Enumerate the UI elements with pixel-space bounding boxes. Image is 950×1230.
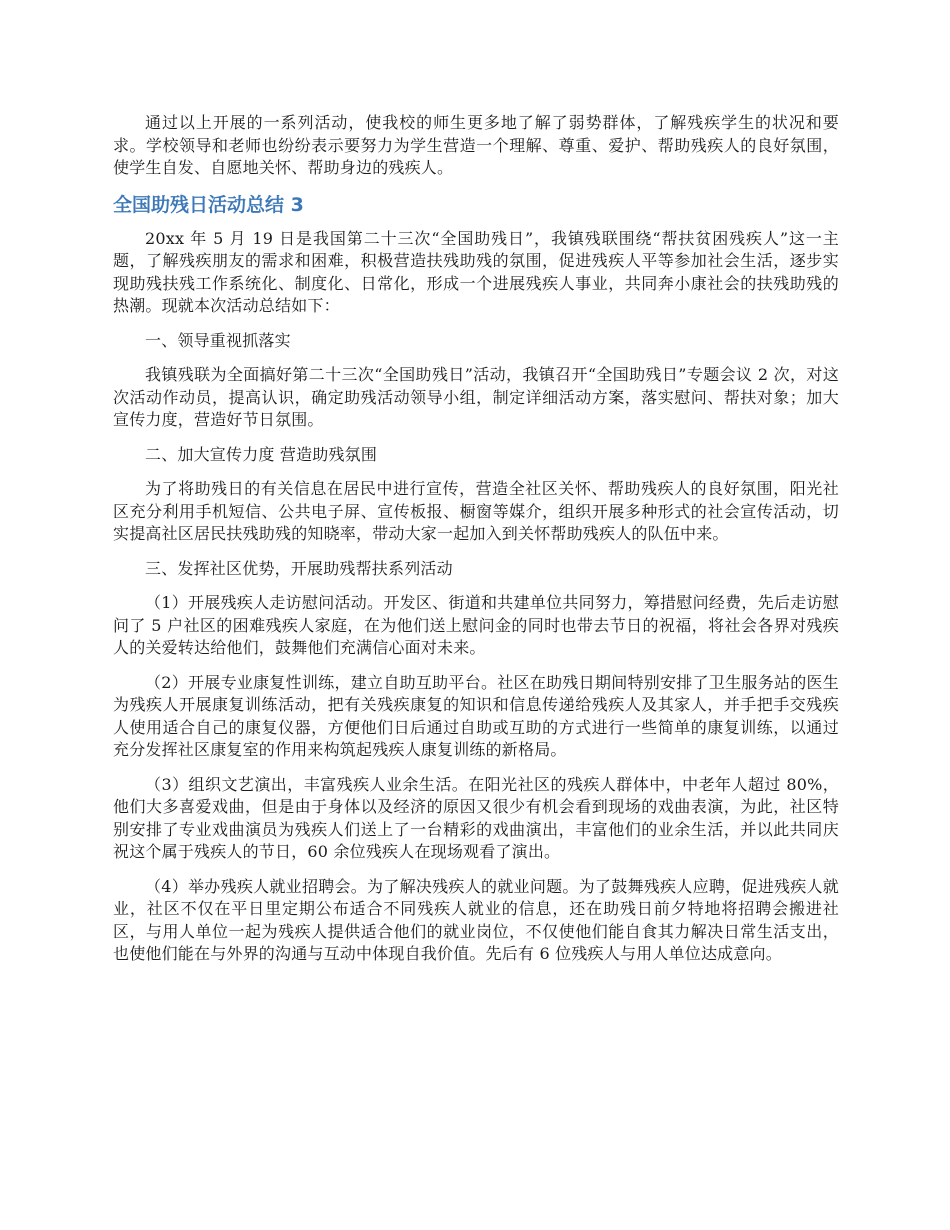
subheading-publicity: 二、加大宣传力度 营造助残氛围: [145, 444, 378, 464]
paragraph-item-4: （4）举办残疾人就业招聘会。为了解决残疾人的就业问题。为了鼓舞残疾人应聘，促进残疾人就业，社区不仅在平日里定期公布适合不同残疾人就业的信息，还在助残日前夕特地将招聘会搬进社区，与用人单位一起为残疾人提供适合他们的就业岗位，不仅使他们能自食其力解决日常生活支出，也使他们能在与外界的沟通与互动中体现自我价值。先后有 6 位残疾人与用人单位达成意向。: [113, 876, 839, 963]
subheading-community: 三、发挥社区优势，开展助残帮扶系列活动: [145, 558, 453, 578]
document-page: [113, 112, 839, 978]
subheading-leadership: 一、领导重视抓落实: [145, 330, 291, 350]
paragraph-item-3: （3）组织文艺演出，丰富残疾人业余生活。在阳光社区的残疾人群体中，中老年人超过 80%，他们大多喜爱戏曲，但是由于身体以及经济的原因又很少有机会看到现场的戏曲表演，为此，社区特别安排了专业戏曲演员为残疾人们送上了一台精彩的戏曲演出，丰富他们的业余生活，并以此共同庆祝这个属于残疾人的节日，60 余位残疾人在现场观看了演出。: [113, 774, 839, 861]
section-heading: 全国助残日活动总结 3: [113, 193, 304, 216]
paragraph-date-intro: 20xx 年 5 月 19 日是我国第二十三次“全国助残日”，我镇残联围绕“帮扶贫困残疾人”这一主题，了解残疾朋友的需求和困难，积极营造扶残助残的氛围，促进残疾人平等参加社会生活，逐步实现助残扶残工作系统化、制度化、日常化，形成一个进展残疾人事业，共同奔小康社会的扶残助残的热潮。现就本次活动总结如下：: [113, 228, 839, 315]
paragraph-leadership: 我镇残联为全面搞好第二十三次“全国助残日”活动，我镇召开“全国助残日”专题会议 2 次，对这次活动作动员，提高认识，确定助残活动领导小组，制定详细活动方案，落实慰问、帮扶对象；加大宣传力度，营造好节日氛围。: [113, 365, 839, 429]
paragraph-item-1: （1）开展残疾人走访慰问活动。开发区、街道和共建单位共同努力，筹措慰问经费，先后走访慰问了 5 户社区的困难残疾人家庭，在为他们送上慰问金的同时也带去节日的祝福，将社会各界对残疾人的关爱转达给他们，鼓舞他们充满信心面对未来。: [113, 593, 839, 657]
paragraph-publicity: 为了将助残日的有关信息在居民中进行宣传，营造全社区关怀、帮助残疾人的良好氛围，阳光社区充分利用手机短信、公共电子屏、宣传板报、橱窗等媒介，组织开展多种形式的社会宣传活动，切实提高社区居民扶残助残的知晓率，带动大家一起加入到关怀帮助残疾人的队伍中来。: [113, 479, 839, 543]
intro-paragraph: 通过以上开展的一系列活动，使我校的师生更多地了解了弱势群体，了解残疾学生的状况和要求。学校领导和老师也纷纷表示要努力为学生营造一个理解、尊重、爱护、帮助残疾人的良好氛围，使学生自发、自愿地关怀、帮助身边的残疾人。: [113, 113, 839, 177]
paragraph-item-2: （2）开展专业康复性训练，建立自助互助平台。社区在助残日期间特别安排了卫生服务站的医生为残疾人开展康复训练活动，把有关残疾康复的知识和信息传递给残疾人及其家人，并手把手交残疾人使用适合自己的康复仪器，方便他们日后通过自助或互助的方式进行一些简单的康复训练，以通过充分发挥社区康复室的作用来构筑起残疾人康复训练的新格局。: [113, 672, 839, 759]
